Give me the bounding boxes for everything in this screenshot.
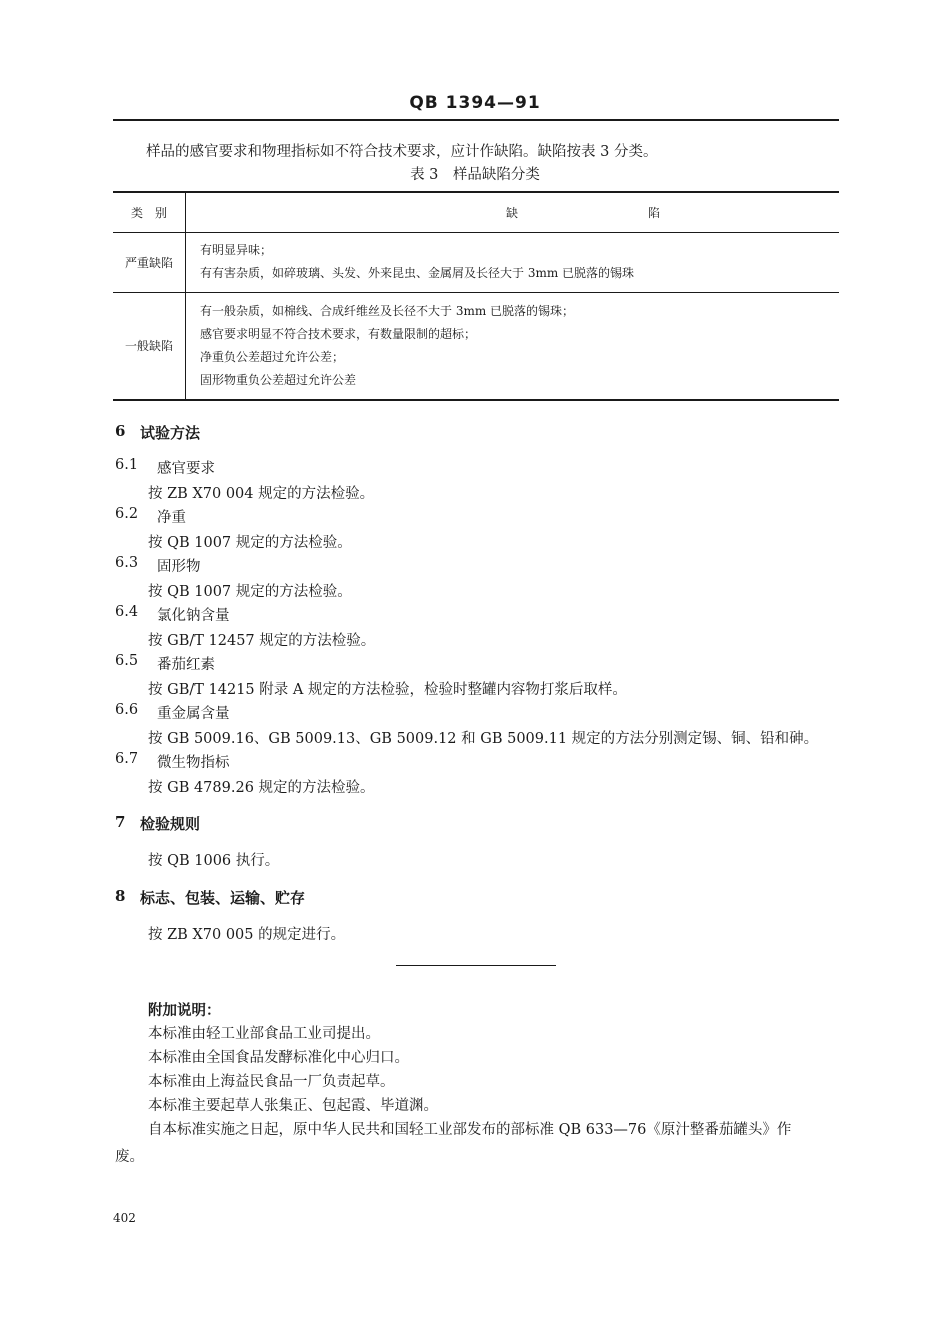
clause-number: 6.3 [115, 555, 139, 571]
clause-text: 按 GB/T 14215 附录 A 规定的方法检验，检验时整罐内容物打浆后取样。 [148, 682, 627, 698]
section-7-title: 检验规则 [140, 815, 201, 833]
clause-number: 6.2 [115, 506, 139, 522]
clause-number: 6.6 [115, 702, 139, 718]
row-defects [186, 292, 840, 400]
standard-number: QB 1394—91 [409, 93, 541, 113]
clause-text: 按 GB 5009.16、GB 5009.13、GB 5009.12 和 GB 5009.11 规定的方法分别测定锡、铜、铅和砷。 [148, 731, 819, 747]
clause-text: 按 QB 1007 规定的方法检验。 [148, 535, 352, 551]
clause-text: 按 GB/T 12457 规定的方法检验。 [148, 633, 376, 649]
header-rule [113, 119, 839, 121]
table-row [113, 292, 839, 400]
table-caption: 表 3 样品缺陷分类 [410, 167, 540, 183]
clause-number: 6.7 [115, 751, 139, 767]
clause-text: 按 QB 1007 规定的方法检验。 [148, 584, 352, 600]
header-defect-a: 缺 [506, 206, 519, 220]
clause-title: 氯化钠含量 [157, 608, 230, 624]
row-category: 一般缺陷 [113, 292, 186, 400]
header-category: 类 别 [113, 192, 186, 232]
section-8-text: 按 ZB X70 005 的规定进行。 [148, 927, 346, 943]
clause-text: 按 GB 4789.26 规定的方法检验。 [148, 780, 375, 796]
row-category: 严重缺陷 [113, 232, 186, 292]
notes-line: 本标准主要起草人张集正、包起霞、毕道渊。 [148, 1098, 438, 1114]
end-rule [396, 965, 556, 966]
section-8-number: 8 [115, 887, 126, 905]
clause-number: 6.1 [115, 457, 139, 473]
header-defect [186, 192, 840, 232]
page-number: 402 [113, 1211, 136, 1225]
row-defects [186, 232, 840, 292]
clause-text: 按 ZB X70 004 规定的方法检验。 [148, 486, 375, 502]
section-6-title: 试验方法 [140, 424, 201, 442]
header-defect-b: 陷 [648, 206, 661, 220]
table-header-row [113, 192, 839, 232]
clause-title: 番茄红素 [157, 657, 215, 673]
defect-item: 有明显异味； [200, 243, 273, 257]
clause-title: 微生物指标 [157, 755, 230, 771]
defect-table [113, 191, 839, 401]
section-7-number: 7 [115, 813, 126, 831]
notes-line: 本标准由轻工业部食品工业司提出。 [148, 1026, 380, 1042]
clause-title: 净重 [157, 510, 186, 526]
notes-line: 本标准由全国食品发酵标准化中心归口。 [148, 1050, 409, 1066]
clause-title: 感官要求 [157, 461, 215, 477]
notes-last-line-end: 废。 [115, 1149, 144, 1165]
clause-title: 重金属含量 [157, 706, 230, 722]
intro-text: 样品的感官要求和物理指标如不符合技术要求，应计作缺陷。缺陷按表 3 分类。 [146, 144, 658, 160]
clause-number: 6.5 [115, 653, 139, 669]
section-6-number: 6 [115, 422, 126, 440]
defect-item: 净重负公差超过允许公差； [200, 349, 345, 364]
section-7-text: 按 QB 1006 执行。 [148, 853, 280, 869]
defect-item: 有有害杂质，如碎玻璃、头发、外来昆虫、金属屑及长径大于 3mm 已脱落的锡珠 [200, 266, 635, 280]
defect-item: 感官要求明显不符合技术要求，有数量限制的超标； [200, 326, 477, 341]
clause-number: 6.4 [115, 604, 139, 620]
defect-item: 固形物重负公差超过允许公差 [200, 372, 357, 387]
defect-item: 有一般杂质，如棉线、合成纤维丝及长径不大于 3mm 已脱落的锡珠； [200, 303, 575, 318]
clause-title: 固形物 [157, 559, 201, 575]
notes-title: 附加说明： [148, 1002, 221, 1019]
table-row [113, 232, 839, 292]
notes-line: 本标准由上海益民食品一厂负责起草。 [148, 1074, 395, 1090]
section-8-title: 标志、包装、运输、贮存 [140, 889, 306, 907]
notes-last-line: 自本标准实施之日起，原中华人民共和国轻工业部发布的部标准 QB 633—76《原汁整番茄罐头》作 [148, 1122, 792, 1138]
